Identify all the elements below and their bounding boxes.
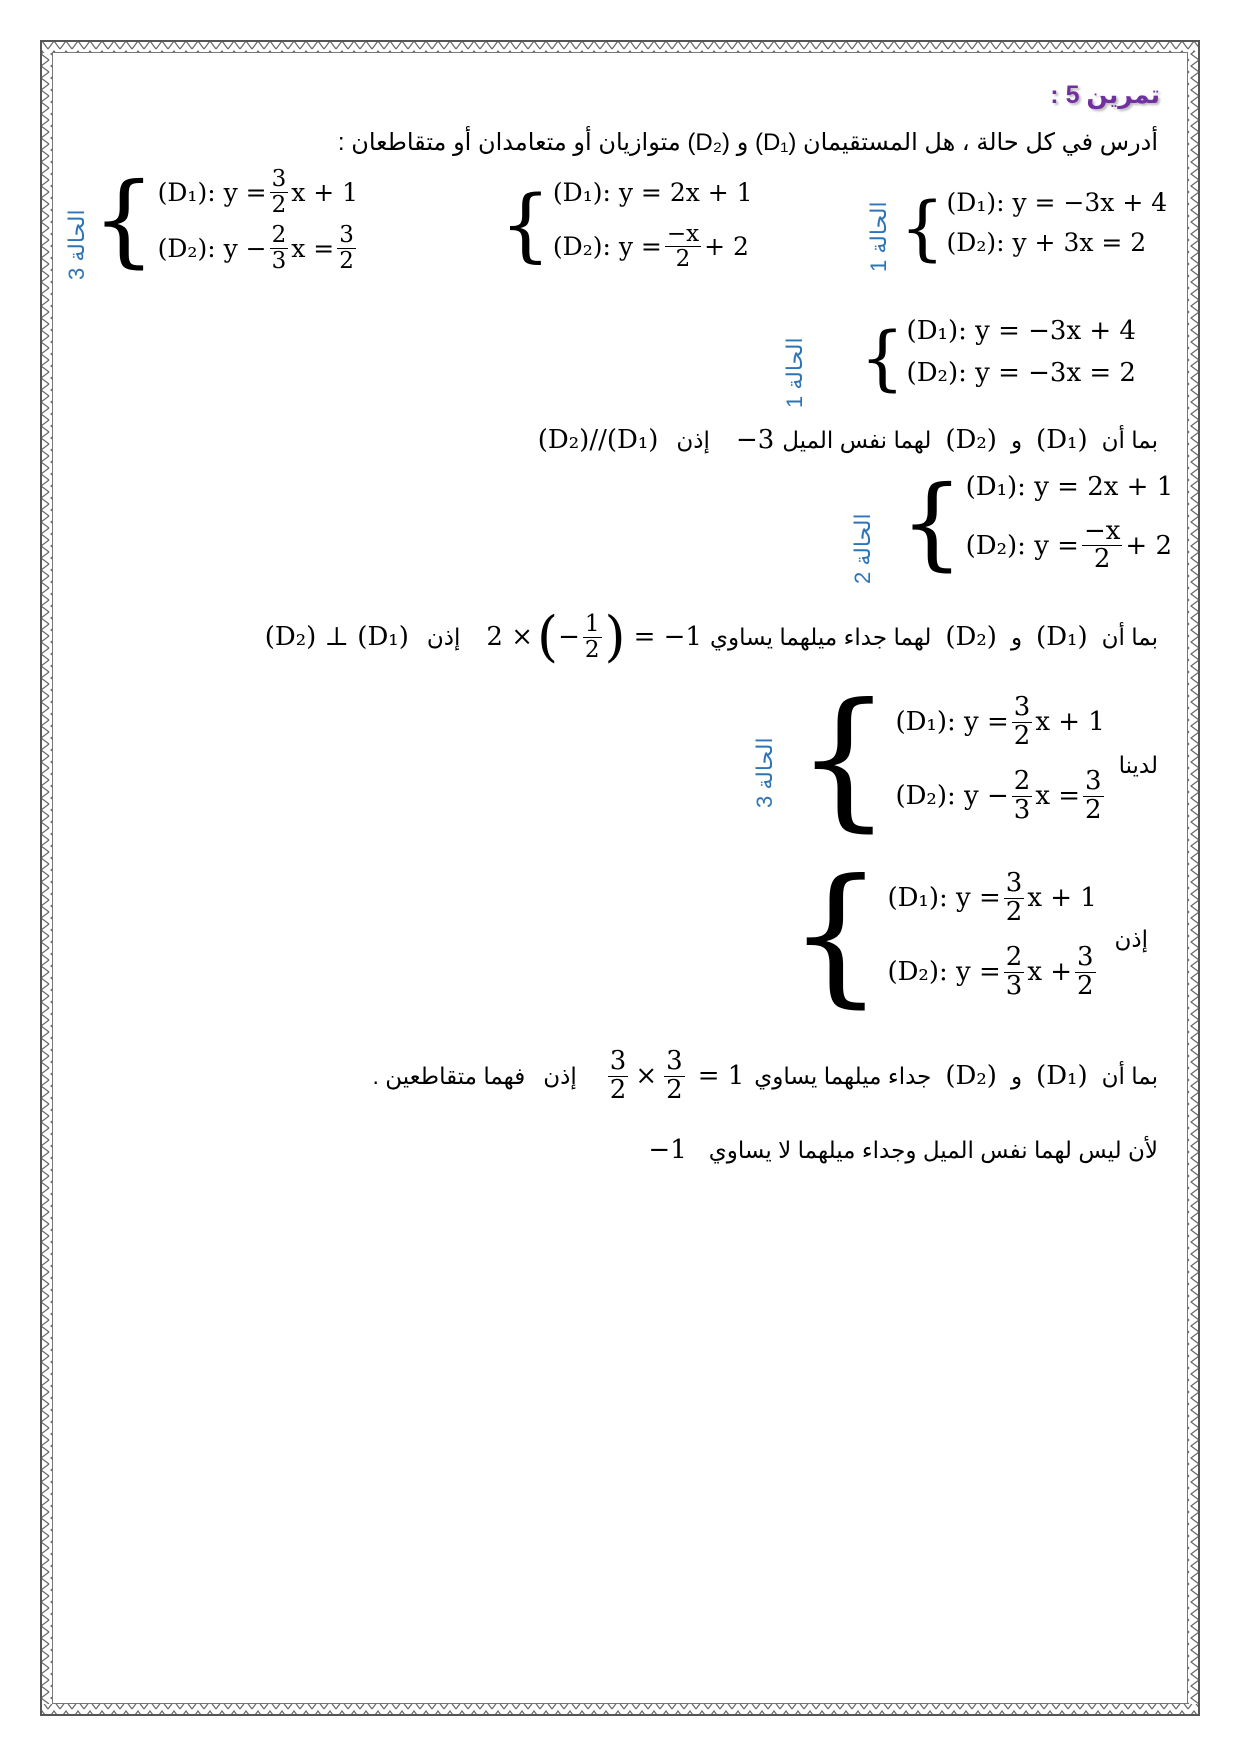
- solution-system-case-3a: { (D₁): y = $\frac{3}{2}$ x + 1 (D₂): y − $\frac{2}{3}$ x = $\frac{3}{2}$: [796, 672, 1105, 846]
- c2-frac-num: 1: [584, 611, 600, 638]
- exercise-instruction: أدرس في كل حالة ، هل المستقيمان (D₁) و (D₂) متوازيان أو متعامدان أو متقاطعان :: [337, 129, 1158, 156]
- s3-d2-den: 3: [271, 247, 287, 274]
- s3b-d2-den: 3: [1013, 794, 1031, 825]
- s3b-d1-rhs: x + 1: [1035, 707, 1105, 737]
- case-label-1-solution: الحالة 1: [782, 337, 807, 408]
- s3-d2-mid: x =: [291, 233, 335, 263]
- c3-d2: (D₂): [945, 1061, 997, 1091]
- s3c-d2-rnum: 3: [1077, 942, 1094, 973]
- c3-frac2-den: 2: [666, 1074, 683, 1105]
- s2b-d2-num: −x: [1083, 516, 1121, 546]
- s3-d1-lhs: (D₁): y =: [157, 177, 267, 207]
- s3-d2-num: 2: [271, 222, 287, 249]
- s2b-d2-den: 2: [1093, 544, 1111, 575]
- case-label-2-solution: الحالة 2: [850, 513, 875, 584]
- c1-result: (D₂)//(D₁): [537, 425, 659, 455]
- case-label-1: الحالة 1: [866, 201, 891, 272]
- s3c-d1-rhs: x + 1: [1027, 883, 1097, 913]
- case-2-conclusion: بما أن (D₁) و (D₂) لهما جداء ميلهما يساوي 2 × ( − $\frac{1}{2}$ ) = −1 إذن (D₂) ⊥ (D₁): [264, 605, 1158, 668]
- solution-system-case-1: { (D₁): y = −3x + 4 (D₂): y = −3x = 2: [860, 316, 1136, 399]
- s3-d2-rnum: 3: [339, 222, 354, 249]
- s3c-d1-lhs: (D₁): y =: [887, 883, 1001, 913]
- s3b-d2-rnum: 3: [1085, 766, 1102, 797]
- c1-text: لهما نفس الميل: [782, 426, 932, 453]
- solution-system-case-3b: { (D₁): y = $\frac{3}{2}$ x + 1 (D₂): y = $\frac{2}{3}$ x + $\frac{3}{2}$: [788, 848, 1097, 1022]
- s3c-d2-num: 2: [1005, 942, 1023, 973]
- s2b-d1-equation: (D₁): y = 2x + 1: [965, 472, 1174, 502]
- exercise-title: تمرين 5 :: [1050, 81, 1160, 109]
- system-case-1: { (D₁): y = −3x + 4 (D₂): y + 3x = 2: [900, 187, 1168, 269]
- c2-since: بما أن: [1101, 623, 1158, 650]
- c3-and: و: [1010, 1062, 1023, 1089]
- s3c-d1-num: 3: [1005, 868, 1023, 899]
- s3-d1-rhs: x + 1: [291, 177, 359, 207]
- s3c-d2-den: 3: [1005, 970, 1023, 1001]
- c1-slope: −3: [735, 425, 775, 455]
- s3-d2-rden: 2: [339, 247, 354, 274]
- c2-text: لهما جداء ميلهما يساوي: [709, 623, 932, 650]
- s2-d2-lhs: (D₂): y =: [552, 232, 662, 262]
- system-case-3: { (D₁): y = $\frac{3}{2}$ x + 1 (D₂): y − $\frac{2}{3}$ x = $\frac{3}{2}$: [92, 161, 359, 278]
- s2-d2-rhs: + 2: [704, 232, 749, 262]
- c2-result: (D₂) ⊥ (D₁): [264, 622, 409, 652]
- solution-system-case-2: { (D₁): y = 2x + 1 (D₂): y = $\frac{-x}{2}$ + 2: [900, 463, 1174, 581]
- s2b-d2-rhs: + 2: [1125, 530, 1172, 561]
- c2-and: و: [1010, 623, 1023, 650]
- c3-then: إذن: [1114, 926, 1148, 952]
- s3b-d2-num: 2: [1013, 766, 1031, 797]
- s3c-d1-den: 2: [1005, 896, 1023, 927]
- s3b-d1-lhs: (D₁): y =: [895, 707, 1009, 737]
- c2-d2: (D₂): [945, 622, 997, 652]
- s3-d1-num: 3: [271, 166, 287, 193]
- s3c-d2-lhs: (D₂): y =: [887, 957, 1001, 987]
- c3-text: جداء ميلهما يساوي: [754, 1062, 932, 1089]
- case-1-conclusion: [538, 416, 1158, 464]
- s2b-d2-lhs: (D₂): y =: [965, 530, 1079, 561]
- case-label-3-solution: الحالة 3: [752, 737, 777, 808]
- s3-d2-lhs: (D₂): y −: [157, 233, 267, 263]
- s2-d2-num: −x: [666, 221, 700, 247]
- c3-times: ×: [635, 1061, 658, 1091]
- case-3-conclusion: بما أن (D₁) و (D₂) جداء ميلهما يساوي $\frac{3}{2}$ × $\frac{3}{2}$ = 1 إذن فهما متقاطعين .: [372, 1046, 1158, 1105]
- s3b-d2-lhs: (D₂): y −: [895, 781, 1009, 811]
- c3-then2: إذن: [543, 1062, 577, 1089]
- c1-then: إذن: [676, 426, 710, 453]
- s1b-d2-equation: (D₂): y = −3x = 2: [906, 358, 1136, 388]
- c3-frac1-den: 2: [609, 1074, 627, 1105]
- case-3-reason: [648, 1128, 1158, 1172]
- s1-d2-equation: (D₂): y + 3x = 2: [946, 228, 1147, 257]
- s3b-d2-rden: 2: [1085, 794, 1102, 825]
- s1b-d1-equation: (D₁): y = −3x + 4: [906, 316, 1136, 346]
- s2-d2-den: 2: [675, 246, 691, 273]
- s3b-d1-num: 3: [1013, 692, 1031, 723]
- s2-d1-equation: (D₁): y = 2x + 1: [552, 178, 753, 207]
- c3-we-have: لدينا: [1118, 752, 1158, 778]
- c3-frac2-num: 3: [666, 1046, 683, 1077]
- s3c-d2-rden: 2: [1077, 970, 1094, 1001]
- case-label-3-top: الحالة 3: [64, 209, 89, 280]
- s1-d1-equation: (D₁): y = −3x + 4: [946, 188, 1168, 217]
- s3c-d2-mid: x +: [1027, 957, 1073, 987]
- s3-d1-den: 2: [271, 191, 287, 218]
- s3b-d1-den: 2: [1013, 720, 1031, 751]
- c2-then: إذن: [426, 623, 461, 650]
- c3-minus-one: −1: [648, 1135, 687, 1165]
- c1-d2: (D₂): [945, 425, 997, 455]
- c3-reason: لأن ليس لهما نفس الميل وجداء ميلهما لا يساوي: [708, 1136, 1158, 1163]
- c3-frac1-num: 3: [609, 1046, 627, 1077]
- c3-since: بما أن: [1101, 1062, 1158, 1089]
- c2-d1: (D₁): [1036, 622, 1088, 652]
- c1-and: و: [1010, 426, 1023, 453]
- system-case-2: { (D₁): y = 2x + 1 (D₂): y = $\frac{-x}{2}$ + 2: [500, 177, 753, 273]
- s3b-d2-mid: x =: [1035, 781, 1081, 811]
- c3-result: فهما متقاطعين .: [372, 1062, 526, 1089]
- c3-d1: (D₁): [1036, 1061, 1088, 1091]
- c2-frac-den: 2: [584, 636, 600, 663]
- c1-since: بما أن: [1101, 426, 1158, 453]
- c1-d1: (D₁): [1036, 425, 1088, 455]
